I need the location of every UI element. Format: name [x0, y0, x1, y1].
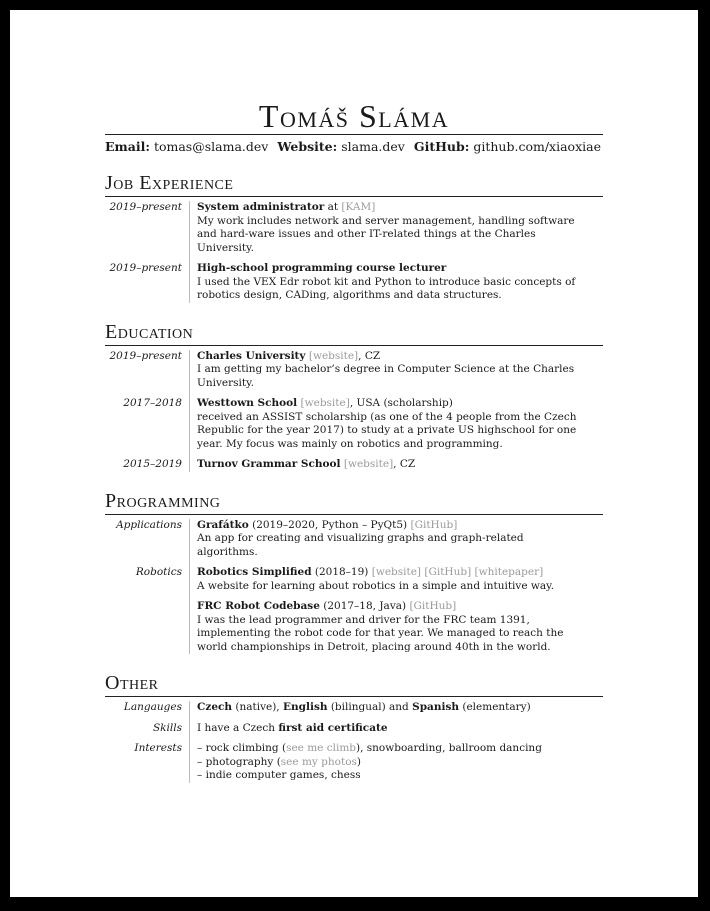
email-label: Email: [105, 139, 150, 154]
entry-description: A website for learning about robotics in a simple and intuitive way. [197, 579, 555, 592]
entry-date: 2019–present [105, 201, 190, 255]
entry-category: Interests [105, 742, 190, 783]
gap-label [105, 255, 190, 262]
entry-date: 2017–2018 [105, 397, 190, 451]
gap-label [105, 559, 190, 566]
entry-description: I used the VEX Edr robot kit and Python to introduce basic concepts of robotics design, CADing, algorithms and data structures. [197, 275, 576, 301]
language-english: English [282, 701, 328, 713]
programming-entries [105, 519, 603, 655]
entry-category: Langauges [105, 701, 190, 715]
website-value[interactable]: slama.dev [341, 139, 405, 154]
entry-body [190, 262, 603, 303]
section-job-experience [105, 172, 603, 303]
github-link[interactable]: [GitHub] [424, 566, 472, 578]
website-label: Website: [277, 139, 338, 154]
entry-meta: (2018–19) [311, 566, 372, 578]
entry-title: Westtown School [197, 397, 298, 409]
entry-category: Skills [105, 722, 190, 736]
entry-body [190, 701, 603, 715]
whitepaper-link[interactable]: [whitepaper] [474, 566, 544, 578]
entry-suffix: , CZ [393, 458, 416, 470]
resume-content [105, 98, 603, 783]
entry-connector: at [324, 201, 342, 213]
other-entry-interests [105, 742, 603, 783]
entry-gap [105, 390, 603, 397]
interest-text: ) [356, 755, 362, 768]
language-level: (elementary) [459, 701, 531, 713]
entry-gap [105, 255, 603, 262]
email-value[interactable]: tomas@slama.dev [153, 139, 269, 154]
skills-text: I have a Czech [197, 721, 279, 734]
entry-body [190, 742, 603, 783]
entry-title: Charles University [197, 349, 306, 362]
entry-date: 2019–present [105, 350, 190, 391]
programming-entry [105, 566, 603, 593]
entry-title: High-school programming course lecturer [197, 262, 447, 274]
entry-description: I am getting my bachelor’s degree in Computer Science at the Charles University. [197, 363, 575, 389]
entry-body [190, 458, 603, 472]
section-rule [105, 196, 603, 197]
entry-gap [105, 451, 603, 458]
entry-description: An app for creating and visualizing graphs and graph-related algorithms. [197, 532, 524, 558]
section-rule [105, 514, 603, 515]
education-entry [105, 350, 603, 391]
contact-line [105, 139, 603, 154]
other-entry-languages [105, 701, 603, 715]
contact-email [105, 139, 268, 154]
github-link[interactable]: [GitHub] [409, 600, 457, 612]
entry-category: Robotics [105, 566, 190, 593]
section-title-other: Other [105, 672, 159, 694]
entry-category [105, 600, 190, 654]
section-education [105, 321, 603, 472]
language-level: (native), [232, 701, 283, 713]
website-link[interactable]: [website] [371, 566, 422, 578]
entry-body [190, 350, 603, 391]
interest-text: – photography ( [197, 755, 281, 768]
education-entry [105, 397, 603, 451]
entry-category: Applications [105, 519, 190, 560]
programming-entry [105, 600, 603, 654]
website-link[interactable]: [website] [300, 397, 350, 409]
job-entry [105, 262, 603, 303]
entry-gap [105, 715, 603, 722]
entry-gap [105, 735, 603, 742]
language-level: (bilingual) and [327, 701, 413, 713]
other-entries [105, 701, 603, 783]
entry-date: 2015–2019 [105, 458, 190, 472]
section-title-job: Job Experience [105, 172, 234, 194]
programming-entry [105, 519, 603, 560]
job-entry [105, 201, 603, 255]
contact-website [277, 139, 404, 154]
job-entries [105, 201, 603, 303]
header-rule [105, 134, 603, 135]
entry-body [190, 722, 603, 736]
contact-github [414, 139, 601, 154]
entry-gap [105, 593, 603, 600]
section-title-programming: Programming [105, 489, 221, 512]
interest-text: – indie computer games, chess [197, 769, 361, 781]
section-rule [105, 345, 603, 346]
entry-body [190, 397, 603, 451]
language-spanish: Spanish [412, 701, 460, 713]
other-entry-skills [105, 722, 603, 736]
entry-body [190, 566, 603, 593]
kam-link[interactable]: [KAM] [341, 201, 376, 213]
interest-text: ), snowboarding, ballroom dancing [356, 742, 542, 754]
entry-meta: (2017–18, Java) [319, 600, 410, 612]
entry-title: Grafátko [197, 518, 249, 531]
entry-description: received an ASSIST scholarship (as one of the 4 people from the Czech Republic for the year 2017) to study at a private US highschool for one year. My focus was mainly on robotics and programming. [197, 410, 577, 450]
section-programming [105, 490, 603, 655]
entry-date: 2019–present [105, 262, 190, 303]
photos-link[interactable]: see my photos [280, 755, 357, 768]
entry-title: FRC Robot Codebase [197, 600, 320, 612]
education-entry [105, 458, 603, 472]
entry-description: I was the lead programmer and driver for the FRC team 1391, implementing the robot code for that year. We managed to reach the world championships in Detroit, placing around 40th in the world. [197, 613, 564, 653]
interest-text: – rock climbing ( [197, 742, 287, 754]
climbing-link[interactable]: see me climb [286, 742, 356, 754]
github-value[interactable]: github.com/xiaoxiae [473, 139, 601, 154]
gap-label [105, 390, 190, 397]
entry-title: Turnov Grammar School [197, 458, 341, 470]
entry-title: System administrator [197, 201, 325, 213]
section-title-education: Education [105, 320, 194, 343]
entry-body [190, 600, 603, 654]
gap-label [105, 735, 190, 742]
skills-highlight: first aid certificate [278, 721, 388, 734]
github-link[interactable]: [GitHub] [410, 518, 458, 531]
resume-page [10, 10, 698, 897]
github-label: GitHub: [413, 139, 470, 154]
language-czech: Czech [197, 701, 233, 713]
education-entries [105, 350, 603, 472]
gap-label [105, 451, 190, 458]
resume-name: Tomáš Sláma [258, 98, 450, 134]
website-link[interactable]: [website] [343, 458, 394, 470]
entry-description: My work includes network and server management, handling software and hard-ware issues and other IT-related things at the Charles University. [197, 214, 575, 254]
website-link[interactable]: [website] [308, 349, 359, 362]
entry-gap [105, 559, 603, 566]
section-rule [105, 696, 603, 697]
entry-suffix: , USA (scholarship) [349, 397, 453, 409]
entry-body [190, 201, 603, 255]
gap-label [105, 715, 190, 722]
gap-label [105, 593, 190, 600]
entry-title: Robotics Simplified [197, 566, 312, 578]
entry-body [190, 519, 603, 560]
entry-meta: (2019–2020, Python – PyQt5) [248, 518, 411, 531]
entry-suffix: , CZ [358, 349, 381, 362]
section-other [105, 672, 603, 783]
